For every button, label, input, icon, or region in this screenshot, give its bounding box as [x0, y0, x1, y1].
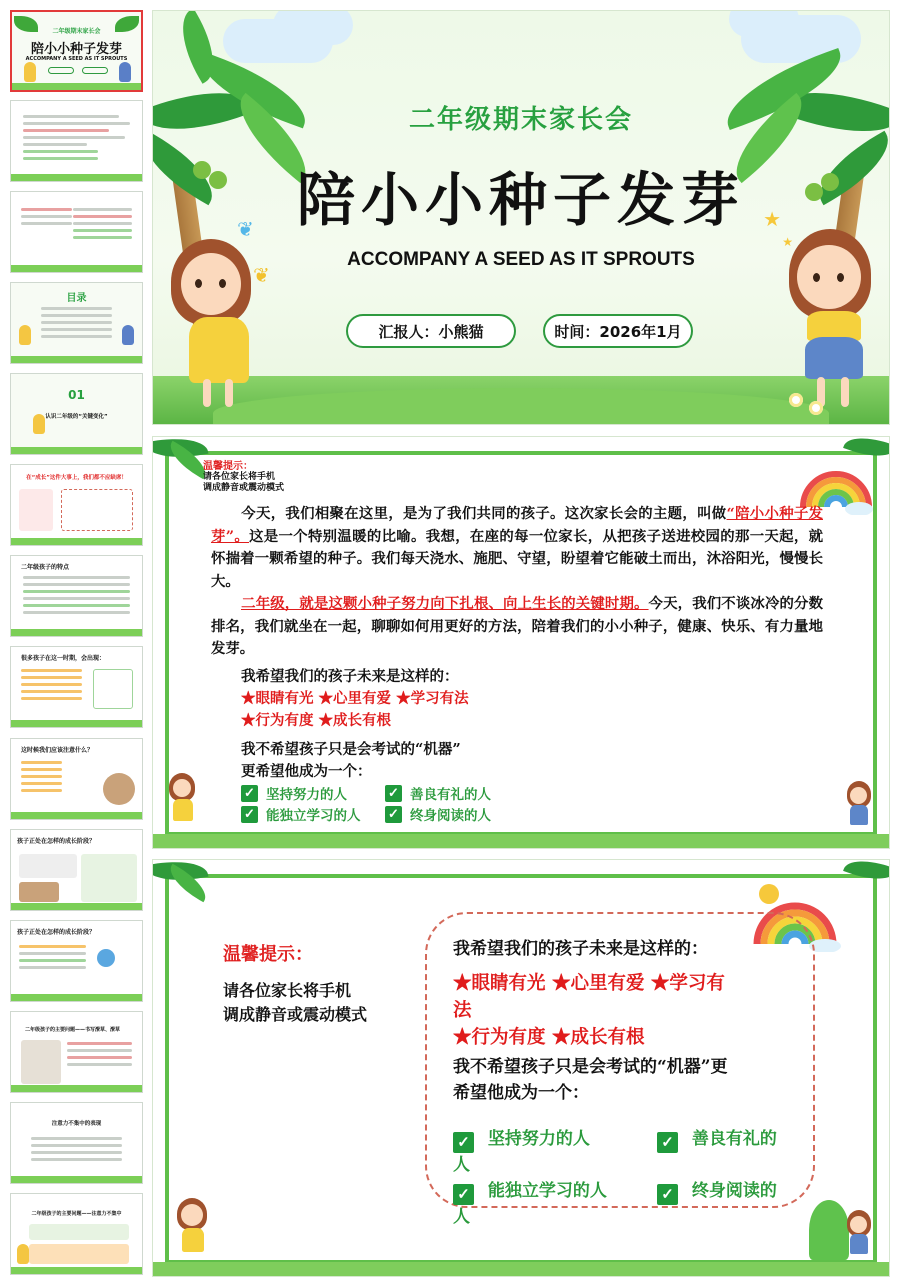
- thumb-title: 陪小小种子发芽: [30, 42, 122, 57]
- grass-strip: [11, 903, 142, 910]
- thumb-photo: [103, 773, 135, 805]
- thumb-title: 01: [68, 388, 85, 402]
- girl-illustration: [24, 62, 36, 82]
- hope-line-2: ★行为有度 ★成长有根: [241, 712, 392, 729]
- hope-title: 我希望我们的孩子未来是这样的：: [453, 939, 708, 959]
- girl-illustration: [17, 1244, 29, 1264]
- reporter-pill: 汇报人：小熊猫: [346, 314, 516, 348]
- thumb-text-lines: [23, 576, 130, 618]
- grass-strip: [11, 1267, 142, 1274]
- checkmark-icon: ✓: [385, 806, 402, 823]
- cloud-decoration: [273, 10, 353, 45]
- thumb-card: [29, 1244, 129, 1264]
- not-line-1: 我不希望孩子只是会考试的“机器”: [241, 741, 461, 758]
- slide-thumbnail-10[interactable]: [10, 829, 143, 911]
- thumb-title: 二年级孩子的主要问题——注意力不集中: [31, 1211, 122, 1217]
- thumb-card: [19, 489, 53, 531]
- thumb-title: 孩子正处在怎样的成长阶段？: [17, 838, 96, 845]
- slide-thumbnail-6[interactable]: [10, 464, 143, 546]
- checkmark-icon: ✓: [453, 1184, 474, 1205]
- thumb-photo: [19, 882, 59, 902]
- girl-illustration: [165, 773, 199, 837]
- checkmark-icon: ✓: [453, 1132, 474, 1153]
- thumb-title: 这时候我们应该注意什么？: [21, 747, 94, 754]
- tip-line-2: 调成静音或震动模式: [223, 1005, 368, 1024]
- girl-illustration: [33, 414, 45, 434]
- flower-decoration: [809, 401, 823, 415]
- grass-strip: [11, 174, 142, 181]
- thumb-card: [81, 854, 137, 902]
- grass-strip: [153, 1262, 889, 1276]
- slide-2-intro-text[interactable]: [152, 436, 890, 849]
- slide-thumbnail-8[interactable]: [10, 646, 143, 728]
- slide-thumbnail-4[interactable]: [10, 282, 143, 364]
- grass-strip: [11, 812, 142, 819]
- intro-text-c: 今天，我们不谈冰冷的分数排名，我们就坐在一起，聊聊如何用更好的方法，陪着我们的小小种子，健康、快乐、有力量地发芽。: [211, 595, 823, 657]
- tip-line-1: 请各位家长将手机: [223, 981, 352, 1000]
- tip-line-2: 调成静音或震动模式: [203, 483, 285, 493]
- star-icon: ★: [763, 207, 781, 231]
- check-item: ✓ 善良有礼的人: [385, 783, 491, 803]
- check-item: ✓ 善良有礼的: [657, 1126, 807, 1153]
- hope-line-2: ★行为有度 ★成长有根: [453, 1027, 645, 1048]
- star-icon: ★: [782, 235, 793, 249]
- thumb-card: [93, 669, 133, 709]
- thumb-text-lines: [31, 1137, 122, 1165]
- hope-line-1: ★眼睛有光 ★心里有爱 ★学习有法: [241, 690, 469, 707]
- hope-line-1: ★眼睛有光 ★心里有爱 ★学习有: [453, 973, 725, 994]
- cover-english-title: ACCOMPANY A SEED AS IT SPROUTS: [347, 249, 695, 270]
- intro-paragraph: [211, 503, 823, 661]
- slide-thumbnail-7[interactable]: [10, 555, 143, 637]
- thumb-title: 二年级孩子的特点: [21, 564, 70, 571]
- grass-strip: [11, 447, 142, 454]
- thumb-subtitle: 二年级期末家长会: [52, 28, 101, 35]
- check-item: ✓ 终身阅读的人: [385, 804, 491, 824]
- grass-strip: [11, 356, 142, 363]
- girl-illustration: [119, 62, 131, 82]
- thumb-icon: [97, 949, 115, 967]
- thumb-title: 孩子正处在怎样的成长阶段？: [17, 929, 96, 936]
- grass-strip: [11, 265, 142, 272]
- thumb-title: 很多孩子在这一时期，会出现：: [21, 655, 106, 662]
- thumb-pill: [82, 67, 108, 74]
- thumb-text-lines: [19, 945, 86, 973]
- check-item: ✓ 坚持努力的人: [453, 1126, 653, 1153]
- hope-line-1-wrap: 法: [453, 1000, 472, 1021]
- grass-strip: [11, 1085, 142, 1092]
- thumb-en-title: ACCOMPANY A SEED AS IT SPROUTS: [25, 56, 128, 62]
- cover-title: 陪小小种子发芽: [296, 166, 745, 234]
- butterfly-icon: ❦: [253, 263, 270, 287]
- tip-title: 温馨提示：: [223, 944, 313, 965]
- check-item: ✓ 能独立学习的人: [241, 804, 361, 824]
- cover-subtitle: 二年级期末家长会: [408, 105, 633, 135]
- grass-strip: [11, 629, 142, 636]
- hope-title: 我希望我们的孩子未来是这样的：: [241, 668, 459, 685]
- thumb-text-lines: [21, 208, 72, 229]
- grass-strip: [11, 1176, 142, 1183]
- check-item-wrap: 人: [453, 1155, 470, 1175]
- girl-illustration: [843, 781, 873, 837]
- thumb-card: [29, 1224, 129, 1240]
- thumb-pill: [48, 67, 74, 74]
- intro-text-b: 这是一个特别温暖的比喻。我想，在座的每一位家长，从把孩子送进校园的那一天起，就怀揣着一颗希望的种子。我们每天浇水、施肥、守望，盼望着它能破土而出，沐浴阳光，慢慢长大。: [211, 527, 823, 590]
- slide-thumbnail-2[interactable]: [10, 100, 143, 182]
- check-item: ✓ 坚持努力的人: [241, 783, 347, 803]
- cloud-decoration: [729, 10, 799, 37]
- thumb-text-lines: [67, 1042, 132, 1070]
- slide-thumbnail-panel[interactable]: [0, 0, 150, 1286]
- girl-illustration: [19, 325, 31, 345]
- grass-strip: [11, 994, 142, 1001]
- slide-thumbnail-14[interactable]: [10, 1193, 143, 1275]
- slide-thumbnail-1[interactable]: [10, 10, 143, 92]
- grass-strip: [11, 720, 142, 727]
- girl-illustration: [122, 325, 134, 345]
- thumb-card: [61, 489, 133, 531]
- thumb-text-lines: [41, 307, 112, 342]
- thumb-title: 目录: [66, 293, 87, 304]
- thumb-title: 在“成长”这件大事上，我们都不应缺席！: [26, 475, 127, 481]
- slide-thumbnail-9[interactable]: [10, 738, 143, 820]
- slide-thumbnail-12[interactable]: [10, 1011, 143, 1093]
- butterfly-icon: ❦: [237, 217, 254, 241]
- slide-thumbnail-11[interactable]: [10, 920, 143, 1002]
- checkmark-icon: ✓: [385, 785, 402, 802]
- thumb-text-lines: [73, 208, 132, 243]
- thumb-text-lines: [23, 115, 130, 164]
- key-period-highlight: 二年级，就是这颗小种子努力向下扎根、向上生长的关键时期。: [241, 595, 649, 612]
- girl-illustration: [843, 1210, 875, 1268]
- check-item: ✓ 终身阅读的: [657, 1178, 807, 1205]
- checkmark-icon: ✓: [241, 806, 258, 823]
- tip-title: 温馨提示：: [203, 461, 253, 472]
- thumb-subtitle: 认识二年级的“关键变化”: [45, 414, 108, 420]
- not-line-1: 我不希望孩子只是会考试的“机器”更: [453, 1057, 728, 1077]
- tip-line-1: 请各位家长将手机: [203, 472, 276, 482]
- intro-text-a: 今天，我们相聚在这里，是为了我们共同的孩子。这次家长会的主题，叫做: [241, 505, 727, 522]
- check-item: ✓ 能独立学习的人: [453, 1178, 653, 1205]
- theme-highlight: “陪小小种子发芽”。: [211, 505, 823, 545]
- thumb-text-lines: [21, 761, 62, 796]
- slide-thumbnail-13[interactable]: [10, 1102, 143, 1184]
- check-item-wrap: 人: [453, 1207, 470, 1227]
- thumb-title: 注意力不集中的表现: [51, 1121, 102, 1127]
- grass-strip: [11, 538, 142, 545]
- slide-1-cover[interactable]: [152, 10, 890, 425]
- thumb-photo: [21, 1040, 61, 1084]
- girl-illustration: [173, 1198, 213, 1268]
- grass-strip: [12, 83, 141, 90]
- flower-decoration: [789, 393, 803, 407]
- slide-3-hopes[interactable]: [152, 859, 890, 1277]
- date-pill: 时间：2026年1月: [543, 314, 693, 348]
- thumb-text-lines: [21, 669, 82, 704]
- thumb-title: 二年级孩子的主要问题——书写潦草、潦草: [25, 1027, 121, 1033]
- not-line-2: 更希望他成为一个：: [241, 763, 372, 780]
- not-line-2: 希望他成为一个：: [453, 1083, 589, 1103]
- thumb-photo: [19, 854, 77, 878]
- checkmark-icon: ✓: [241, 785, 258, 802]
- checkmark-icon: ✓: [657, 1132, 678, 1153]
- checkmark-icon: ✓: [657, 1184, 678, 1205]
- slide-thumbnail-3[interactable]: [10, 191, 143, 273]
- slide-thumbnail-5[interactable]: [10, 373, 143, 455]
- grass-strip: [153, 834, 889, 848]
